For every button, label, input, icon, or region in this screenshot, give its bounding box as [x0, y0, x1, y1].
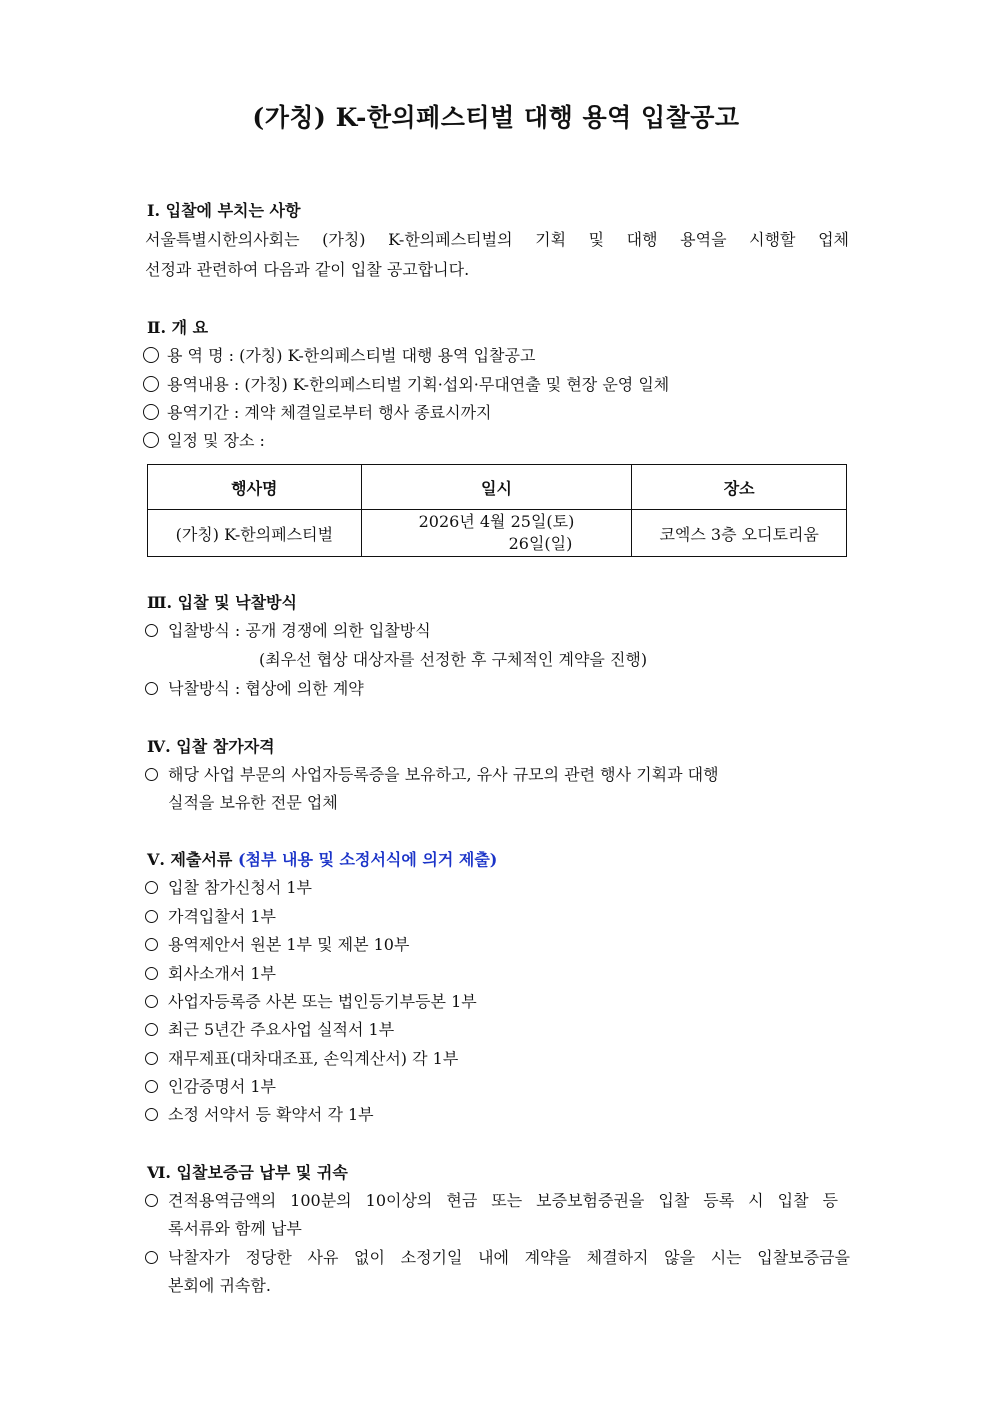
overview-item-service-period: 용역기간 : 계약 체결일로부터 행사 종료시까지 [143, 400, 492, 423]
deposit-item-2: 낙찰자가 정당한 사유 없이 소정기일 내에 계약을 체결하지 않을 시는 입찰보증금을 [145, 1245, 850, 1268]
section-5-heading: Ⅴ. 제출서류 (첨부 내용 및 소정서식에 의거 제출) [147, 850, 498, 869]
section-5-heading-note: (첨부 내용 및 소정서식에 의거 제출) [237, 850, 498, 869]
document-item: 소정 서약서 등 확약서 각 1부 [145, 1102, 374, 1125]
circle-bullet-icon [145, 995, 158, 1008]
overview-item-schedule-place: 일정 및 장소 : [143, 428, 265, 451]
circle-bullet-icon [145, 624, 158, 637]
table-cell-event: (가칭) K-한의페스티벌 [148, 510, 362, 557]
bid-method-item-cont: (최우선 협상 대상자를 선정한 후 구체적인 계약을 진행) [259, 650, 648, 669]
document-item: 최근 5년간 주요사업 실적서 1부 [145, 1017, 394, 1040]
circle-bullet-icon [145, 768, 158, 781]
date-line-2: 26일(일) [508, 534, 573, 553]
table-header-row [148, 465, 847, 510]
deposit-item-1: 견적용역금액의 100분의 10이상의 현금 또는 보증보험증권을 입찰 등록 시 입찰 등 [145, 1188, 838, 1211]
table-header-datetime: 일시 [361, 465, 632, 510]
circle-bullet-icon [145, 1052, 158, 1065]
table-header-event: 행사명 [148, 465, 362, 510]
circle-bullet-icon [143, 432, 159, 448]
table-cell-place: 코엑스 3층 오디토리움 [632, 510, 847, 557]
circle-bullet-icon [145, 1194, 158, 1207]
document-item: 회사소개서 1부 [145, 961, 276, 984]
section-1-line-2: 선정과 관련하여 다음과 같이 입찰 공고합니다. [145, 260, 470, 279]
bid-method-item: 입찰방식 : 공개 경쟁에 의한 입찰방식 [145, 618, 431, 641]
section-3-heading: Ⅲ. 입찰 및 낙찰방식 [147, 593, 297, 612]
circle-bullet-icon [145, 1080, 158, 1093]
page-title: (가칭) K-한의페스티벌 대행 용역 입찰공고 [252, 103, 740, 132]
circle-bullet-icon [145, 1023, 158, 1036]
circle-bullet-icon [143, 376, 159, 392]
section-6-heading: Ⅵ. 입찰보증금 납부 및 귀속 [147, 1163, 348, 1182]
document-item: 사업자등록증 사본 또는 법인등기부등본 1부 [145, 989, 477, 1012]
section-1-heading: Ⅰ. 입찰에 부치는 사항 [147, 201, 301, 220]
schedule-table [147, 464, 847, 557]
circle-bullet-icon [145, 682, 158, 695]
document-item: 인감증명서 1부 [145, 1074, 276, 1097]
section-2-heading: Ⅱ. 개 요 [147, 318, 209, 337]
overview-item-service-name: 용 역 명 : (가칭) K-한의페스티벌 대행 용역 입찰공고 [143, 343, 535, 366]
document-item: 용역제안서 원본 1부 및 제본 10부 [145, 932, 409, 955]
circle-bullet-icon [145, 1108, 158, 1121]
award-method-item: 낙찰방식 : 협상에 의한 계약 [145, 676, 364, 699]
circle-bullet-icon [145, 910, 158, 923]
circle-bullet-icon [145, 967, 158, 980]
circle-bullet-icon [143, 404, 159, 420]
date-line-1: 2026년 4월 25일(토) [418, 512, 575, 531]
circle-bullet-icon [145, 1251, 158, 1264]
document-item: 가격입찰서 1부 [145, 904, 276, 927]
table-row [148, 510, 847, 557]
circle-bullet-icon [145, 938, 158, 951]
deposit-item-1-cont: 록서류와 함께 납부 [168, 1219, 302, 1238]
deposit-item-2-cont: 본회에 귀속함. [168, 1276, 271, 1295]
table-cell-datetime [361, 510, 632, 557]
eligibility-item: 해당 사업 부문의 사업자등록증을 보유하고, 유사 규모의 관련 행사 기획과 대행 [145, 762, 719, 785]
document-item: 재무제표(대차대조표, 손익계산서) 각 1부 [145, 1046, 458, 1069]
circle-bullet-icon [145, 881, 158, 894]
section-4-heading: Ⅳ. 입찰 참가자격 [147, 737, 275, 756]
overview-item-service-content: 용역내용 : (가칭) K-한의페스티벌 기획·섭외·무대연출 및 현장 운영 일체 [143, 372, 669, 395]
document-item: 입찰 참가신청서 1부 [145, 875, 312, 898]
table-header-place: 장소 [632, 465, 847, 510]
eligibility-item-cont: 실적을 보유한 전문 업체 [168, 793, 338, 812]
section-1-line-1: 서울특별시한의사회는 (가칭) K-한의페스티벌의 기획 및 대행 용역을 시행할 업체 [145, 230, 849, 249]
circle-bullet-icon [143, 347, 159, 363]
